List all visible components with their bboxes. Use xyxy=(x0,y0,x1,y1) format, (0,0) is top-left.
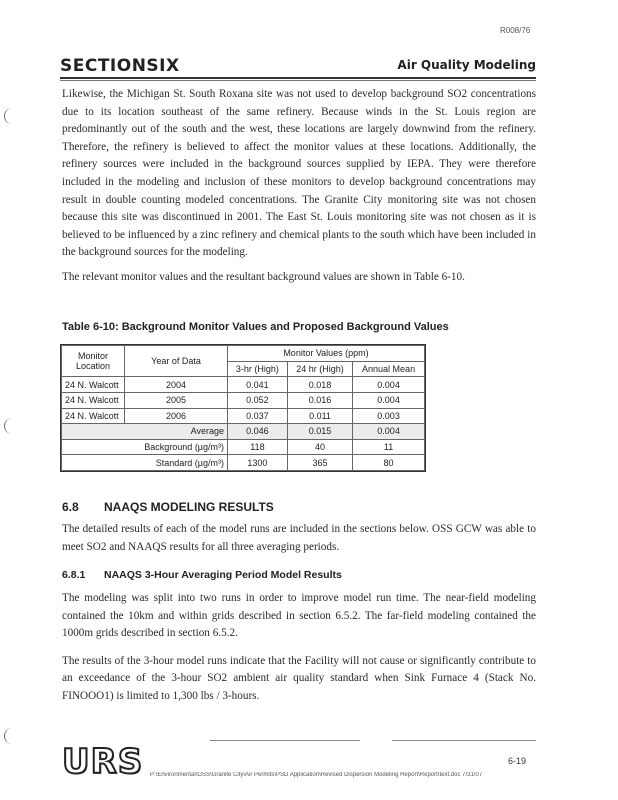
table-row-background xyxy=(62,439,425,455)
section-6-8-1-paragraph-2: The results of the 3-hour model runs indicate that the Facility will not cause or significantly contribute to an exceedance of the 3-hour SO2 ambient air quality standard when Sink Furnace 4 (Stack No. FINOOO1) is limited to 1,300 lbs / 3-hours. xyxy=(62,654,536,702)
section-6-8-text xyxy=(62,521,536,556)
cell-location: 24 N. Walcott xyxy=(62,408,125,424)
cell-24hr: 0.015 xyxy=(287,424,352,440)
footer-rule-left xyxy=(210,740,360,741)
intro-text xyxy=(62,86,536,287)
col-header-location: Monitor Location xyxy=(62,346,125,377)
page-number: 6-19 xyxy=(508,756,527,766)
cell-location: 24 N. Walcott xyxy=(62,377,125,393)
cell-annual: 0.003 xyxy=(353,408,425,424)
cell-3hr: 1300 xyxy=(228,455,288,471)
cell-year: 2006 xyxy=(125,408,228,424)
binder-hole-mark xyxy=(4,108,13,124)
section-heading-6-8 xyxy=(62,500,274,514)
table-row-average xyxy=(62,424,425,440)
cell-24hr: 365 xyxy=(287,455,352,471)
table-row xyxy=(62,392,425,408)
cell-24hr: 0.016 xyxy=(287,392,352,408)
section-6-8-1-text xyxy=(62,590,536,706)
cell-annual: 0.004 xyxy=(353,377,425,393)
cell-average-label: Average xyxy=(62,424,228,440)
subsection-number: 6.8.1 xyxy=(62,569,86,581)
table-row-standard xyxy=(62,455,425,471)
background-values-table xyxy=(60,344,426,472)
cell-annual: 0.004 xyxy=(353,392,425,408)
cell-annual: 0.004 xyxy=(353,424,425,440)
cell-annual: 11 xyxy=(353,439,425,455)
cell-3hr: 0.046 xyxy=(228,424,288,440)
section-6-8-paragraph: The detailed results of each of the model runs are included in the sections below. OSS GCW was able to meet SO2 and NAAQS results for all three averaging periods. xyxy=(62,523,536,553)
section-heading-6-8-1 xyxy=(62,569,342,581)
cell-year: 2005 xyxy=(125,392,228,408)
section-number: 6.8 xyxy=(62,500,79,514)
table-row xyxy=(62,377,425,393)
cell-annual: 80 xyxy=(353,455,425,471)
col-header-annual: Annual Mean xyxy=(353,361,425,377)
cell-location: 24 N. Walcott xyxy=(62,392,125,408)
cell-3hr: 0.052 xyxy=(228,392,288,408)
binder-hole-mark xyxy=(4,418,13,434)
binder-hole-mark xyxy=(4,728,13,744)
cell-24hr: 40 xyxy=(287,439,352,455)
section-6-8-1-paragraph-1: The modeling was split into two runs in order to improve model run time. The near-field modeling contained the 10km and within grids described in section 6.5.2. The far-field modeling contained the 1000m grids described in section 6.5.2. xyxy=(62,592,536,640)
section-heading-title: NAAQS MODELING RESULTS xyxy=(104,500,274,514)
cell-24hr: 0.018 xyxy=(287,377,352,393)
intro-paragraph-2: The relevant monitor values and the resultant background values are shown in Table 6-10. xyxy=(62,270,465,283)
cell-standard-label: Standard (µg/m³) xyxy=(62,455,228,471)
cell-3hr: 118 xyxy=(228,439,288,455)
col-header-3hr: 3-hr (High) xyxy=(228,361,288,377)
document-id: R008/76 xyxy=(500,26,531,35)
urs-logo: URS xyxy=(62,742,144,782)
header-rule xyxy=(60,77,536,79)
intro-paragraph-1: Likewise, the Michigan St. South Roxana site was not used to develop background SO2 concentrations due to its location southeast of the same refinery. Because winds in the St. Louis region are predominantly out of the south and the west, these locations are largely downwind from the refinery. Therefore, the refinery is believed to affect the monitor values at these locations. Additionally, the refinery sources were included in the background sources supplied by IEPA. They were therefore included in the modeling and inclusion of these monitors to develop background concentrations may result in double counting modeled concentrations. The Granite City monitoring site was not chosen because this site was discontinued in 2001. The East St. Louis monitoring site was not chosen as it is believed to be influenced by a zinc refinery and chemical plants to the south which have been included in the background sources for the modeling. xyxy=(62,88,536,259)
subsection-heading-title: NAAQS 3-Hour Averaging Period Model Results xyxy=(104,569,342,581)
col-header-year: Year of Data xyxy=(125,346,228,377)
section-label: SECTIONSIX xyxy=(60,56,180,76)
page-header xyxy=(60,56,536,78)
cell-background-label: Background (µg/m³) xyxy=(62,439,228,455)
table-row xyxy=(62,408,425,424)
footer-file-path: P:\Environmental\OSS\Granite City\Air Permits\PSD Application\Revised Dispersion Modeling Report\Report\text.doc 7/31/07 xyxy=(150,772,483,778)
cell-3hr: 0.037 xyxy=(228,408,288,424)
table-caption: Table 6-10: Background Monitor Values and Proposed Background Values xyxy=(62,321,449,333)
header-rule-thin xyxy=(60,80,536,81)
col-header-monitor-values: Monitor Values (ppm) xyxy=(228,346,425,362)
cell-3hr: 0.041 xyxy=(228,377,288,393)
cell-24hr: 0.011 xyxy=(287,408,352,424)
cell-year: 2004 xyxy=(125,377,228,393)
footer-rule-right xyxy=(392,740,536,741)
section-subject: Air Quality Modeling xyxy=(397,58,536,72)
col-header-24hr: 24 hr (High) xyxy=(287,361,352,377)
